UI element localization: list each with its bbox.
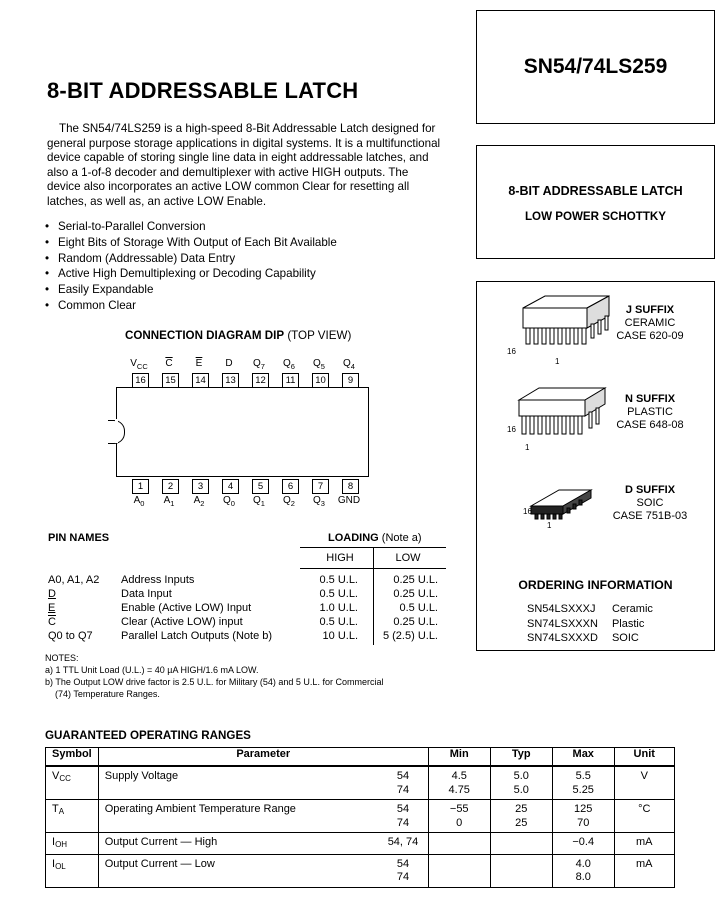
pin-label	[184, 358, 214, 369]
max-cell: 125 70	[552, 800, 614, 833]
pin-number: 7	[312, 479, 329, 494]
pin-label-sub: 7	[260, 362, 265, 371]
pin-description: Clear (Active LOW) input	[121, 616, 243, 628]
package-type: PLASTIC	[627, 406, 673, 418]
pin-number: 6	[282, 479, 299, 494]
pin-label-text: Q	[283, 358, 291, 369]
pin-label-sub: 5	[320, 362, 325, 371]
min-cell	[428, 833, 490, 855]
header-unit: Unit	[614, 748, 674, 767]
pin-number: 2	[162, 479, 179, 494]
pin-label	[184, 495, 214, 508]
pin-label	[244, 358, 274, 371]
pin-description: Enable (Active LOW) Input	[121, 602, 252, 614]
note-b: b) The Output LOW drive factor is 2.5 U.L. for Military (54) and 5 U.L. for Commercial	[45, 677, 384, 687]
pin-number: 5	[252, 479, 269, 494]
part-number-box	[476, 10, 715, 124]
pin-label-sub: 1	[170, 499, 175, 508]
col-low: LOW	[395, 552, 421, 564]
pin-label-text: Q	[283, 495, 291, 506]
unit-cell: mA	[614, 833, 674, 855]
pin-label-text: Q	[223, 495, 231, 506]
pin-label	[154, 358, 184, 369]
operating-ranges-table	[45, 747, 675, 888]
table-header-row	[46, 748, 675, 767]
pin-description: Data Input	[121, 588, 172, 600]
note-a: a) 1 TTL Unit Load (U.L.) = 40 µA HIGH/1.6 mA LOW.	[45, 665, 259, 675]
pin-label-sub: 0	[230, 499, 235, 508]
symbol-cell: $I_{OL}$	[46, 854, 99, 887]
description-box	[476, 145, 715, 259]
grade-cell: 54 74	[378, 854, 428, 887]
feature-item: • Eight Bits of Storage With Output of Each Bit Available	[45, 235, 337, 251]
pin-label-sub: 0	[140, 499, 145, 508]
pin-description: Address Inputs	[121, 574, 195, 586]
package-d-info	[595, 484, 705, 523]
order-part: SN74LSXXXN	[527, 617, 598, 630]
pin-label	[304, 358, 334, 371]
parameter-cell: Supply Voltage	[98, 766, 378, 800]
header-max: Max	[552, 748, 614, 767]
pin-number: 10	[312, 373, 329, 388]
pin-label-sub: 4	[350, 362, 355, 371]
max-cell: 4.0 8.0	[552, 854, 614, 887]
order-part: SN54LSXXXJ	[527, 603, 596, 615]
loading-low: 0.25 U.L.	[393, 616, 438, 628]
typ-cell	[490, 854, 552, 887]
table-row	[527, 603, 665, 616]
package-case: CASE 648-08	[616, 419, 684, 431]
col-high: HIGH	[326, 552, 354, 564]
pin-label	[274, 358, 304, 371]
feature-item: • Serial-to-Parallel Conversion	[45, 219, 337, 235]
intro-paragraph: The SN54/74LS259 is a high-speed 8-Bit Addressable Latch designed for general purpose storage applications in digital systems. It is a multifunctional device capable of storing single line data in eight addressable latches, and also a 1-of-8 decoder and demultiplexer with active HIGH outputs. The device also incorporates an active LOW common Clear for resetting all latches, as well as, an active LOW Enable.	[47, 122, 441, 208]
pin-label-sub: 2	[290, 499, 295, 508]
table-row	[46, 800, 675, 833]
loading-low: 5 (2.5) U.L.	[382, 630, 438, 642]
pin-1-label: 1	[555, 357, 560, 366]
ordering-table	[525, 601, 667, 647]
pin-number: 12	[252, 373, 269, 388]
unit-cell: mA	[614, 854, 674, 887]
header-typ: Typ	[490, 748, 552, 767]
pin-label	[124, 495, 154, 508]
pin-label	[244, 495, 274, 508]
pin-label-text: Q	[313, 495, 321, 506]
pin-label-text: Q	[313, 358, 321, 369]
pin-16-label: 16	[523, 507, 532, 516]
max-cell: −0.4	[552, 833, 614, 855]
header-parameter: Parameter	[98, 748, 428, 767]
description-line-1: 8-BIT ADDRESSABLE LATCH	[508, 184, 683, 198]
package-box	[476, 281, 715, 651]
diagram-title-bold: CONNECTION DIAGRAM DIP	[125, 329, 285, 342]
parameter-cell: Output Current — Low	[98, 854, 378, 887]
package-j-info	[595, 304, 705, 343]
pin-label-sub: 6	[290, 362, 295, 371]
pin-description: Parallel Latch Outputs (Note b)	[121, 630, 273, 642]
pin-16-label: 16	[507, 347, 516, 356]
package-case: CASE 751B-03	[612, 510, 688, 522]
loading-note: (Note a)	[378, 532, 422, 544]
package-suffix: D SUFFIX	[624, 484, 676, 496]
pin-names-title: PIN NAMES	[48, 532, 110, 544]
table-row	[46, 854, 675, 887]
order-package: Ceramic	[611, 603, 653, 615]
grade-cell: 54, 74	[378, 833, 428, 855]
pin-label	[304, 495, 334, 508]
diagram-title-rest: (TOP VIEW)	[284, 329, 352, 342]
pin-label-text: $\overline{E}$	[195, 358, 203, 369]
symbol-cell: $I_{OH}$	[46, 833, 99, 855]
pin-number: 3	[192, 479, 209, 494]
pin-label-sub: 2	[200, 499, 205, 508]
table-row	[46, 766, 675, 800]
loading-high: 0.5 U.L.	[319, 574, 358, 586]
pin-label-text: GND	[337, 495, 361, 506]
pin-label	[334, 358, 364, 371]
package-type: SOIC	[636, 497, 664, 509]
pin-number: 1	[132, 479, 149, 494]
pin-number: 4	[222, 479, 239, 494]
header-symbol: Symbol	[46, 748, 99, 767]
dip-body	[116, 387, 369, 477]
min-cell	[428, 854, 490, 887]
pin-label	[124, 358, 154, 371]
feature-item: • Active High Demultiplexing or Decoding Capability	[45, 266, 337, 282]
pin-16-label: 16	[507, 425, 516, 434]
pin-label-text: A	[193, 495, 201, 506]
ordering-title: ORDERING INFORMATION	[518, 578, 673, 592]
notes	[45, 652, 383, 700]
max-cell: 5.5 5.25	[552, 766, 614, 800]
parameter-cell: Operating Ambient Temperature Range	[98, 800, 378, 833]
pin-number: 14	[192, 373, 209, 388]
pin-label-text: Q	[253, 495, 261, 506]
order-package: Plastic	[611, 617, 645, 630]
header-min: Min	[428, 748, 490, 767]
notes-title: NOTES:	[45, 653, 79, 663]
grade-cell: 54 74	[378, 766, 428, 800]
pin-number: 9	[342, 373, 359, 388]
loading-title-bold: LOADING	[328, 532, 379, 544]
loading-title	[328, 532, 422, 544]
page-title: 8-BIT ADDRESSABLE LATCH	[47, 78, 359, 103]
loading-high: 10 U.L.	[322, 630, 358, 642]
order-package: SOIC	[611, 632, 639, 645]
package-suffix: N SUFFIX	[624, 393, 676, 405]
pin-symbol: D	[48, 588, 56, 600]
pin-label-text: $\overline{C}$	[165, 358, 173, 369]
table-row	[527, 618, 665, 631]
typ-cell: 5.0 5.0	[490, 766, 552, 800]
typ-cell: 25 25	[490, 800, 552, 833]
table-row	[527, 632, 665, 645]
pin-number: 16	[132, 373, 149, 388]
pin-symbol: A0, A1, A2	[48, 574, 100, 586]
pin-label	[214, 495, 244, 508]
package-suffix: J SUFFIX	[625, 304, 675, 316]
pin-label-text: D	[225, 358, 233, 369]
table-row	[46, 833, 675, 855]
pin-label-text: A	[163, 495, 171, 506]
operating-ranges-title: GUARANTEED OPERATING RANGES	[45, 729, 251, 742]
package-type: CERAMIC	[624, 317, 676, 329]
pin-number: 13	[222, 373, 239, 388]
symbol-cell: $V_{CC}$	[46, 766, 99, 800]
pin-symbol: $\overline{C}$	[48, 616, 56, 628]
part-number: SN54/74LS259	[523, 55, 668, 78]
grade-cell: 54 74	[378, 800, 428, 833]
pin-symbol: E	[48, 602, 56, 614]
pin-label-sub: 3	[320, 499, 325, 508]
min-cell: 4.5 4.75	[428, 766, 490, 800]
loading-divider	[373, 547, 374, 645]
pin-label	[274, 495, 304, 508]
symbol-sub: CC	[59, 774, 71, 783]
package-case: CASE 620-09	[616, 330, 684, 342]
pin-label-text: Q	[343, 358, 351, 369]
diagram-title	[125, 329, 351, 342]
symbol-cell: $T_A$	[46, 800, 99, 833]
loading-low: 0.25 U.L.	[393, 588, 438, 600]
symbol-sub: A	[58, 807, 65, 816]
feature-item: • Common Clear	[45, 298, 337, 314]
pin-number: 11	[282, 373, 299, 388]
loading-high: 1.0 U.L.	[319, 602, 358, 614]
pin-1-label: 1	[525, 443, 530, 452]
loading-high: 0.5 U.L.	[319, 616, 358, 628]
feature-list	[45, 219, 337, 314]
pin-1-label: 1	[547, 521, 552, 530]
pin-label	[334, 495, 364, 506]
loading-low: 0.25 U.L.	[393, 574, 438, 586]
pin-label-sub: 1	[260, 499, 265, 508]
pin-number: 8	[342, 479, 359, 494]
feature-item: • Random (Addressable) Data Entry	[45, 251, 337, 267]
order-part: SN74LSXXXD	[527, 632, 598, 645]
min-cell: −55 0	[428, 800, 490, 833]
pin-symbol: Q0 to Q7	[48, 630, 93, 642]
pin-label-sub: CC	[136, 362, 148, 371]
symbol-sub: OL	[55, 861, 66, 871]
loading-high: 0.5 U.L.	[319, 588, 358, 600]
pin-label-text: Q	[253, 358, 261, 369]
pin-label	[154, 495, 184, 508]
pin-label-text: A	[133, 495, 141, 506]
pin-label	[214, 358, 244, 369]
pin-label-text: V	[130, 358, 137, 369]
typ-cell	[490, 833, 552, 855]
loading-low: 0.5 U.L.	[399, 602, 438, 614]
note-b-cont: (74) Temperature Ranges.	[55, 689, 160, 699]
package-n-info	[595, 393, 705, 432]
description-line-2: LOW POWER SCHOTTKY	[524, 210, 667, 223]
unit-cell: °C	[614, 800, 674, 833]
unit-cell: V	[614, 766, 674, 800]
parameter-cell: Output Current — High	[98, 833, 378, 855]
pin-number: 15	[162, 373, 179, 388]
symbol-sub: OH	[55, 840, 68, 849]
feature-item: • Easily Expandable	[45, 282, 337, 298]
